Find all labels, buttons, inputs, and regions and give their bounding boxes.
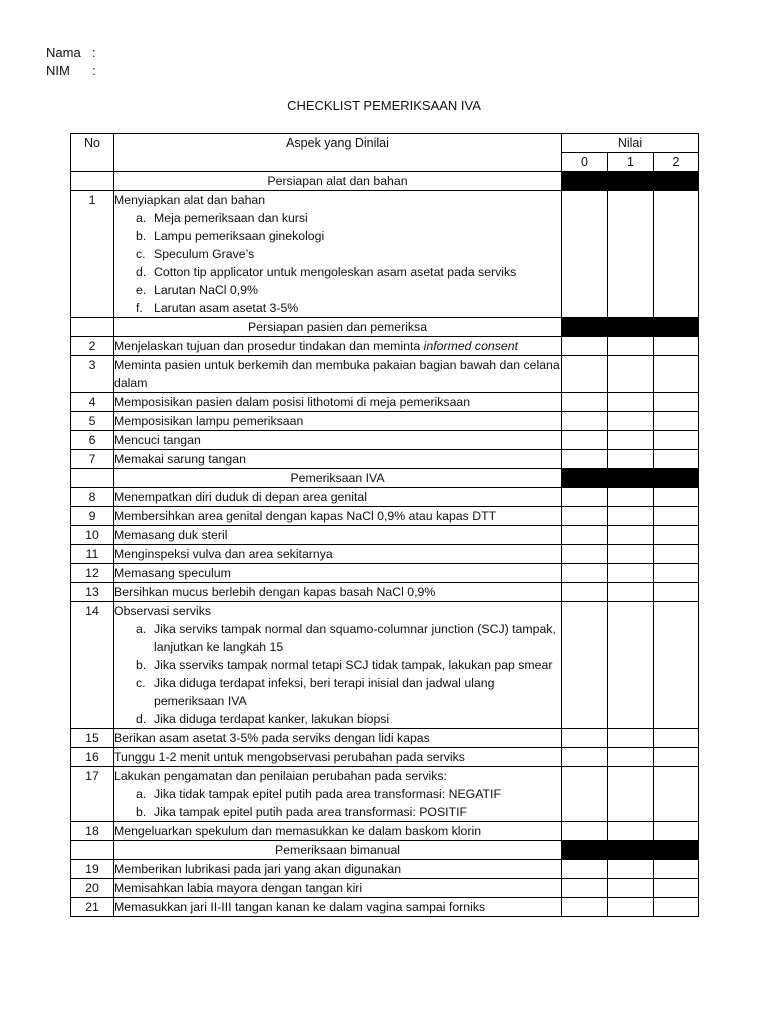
- item-number: 21: [71, 898, 114, 917]
- item-text: Observasi serviks: [114, 604, 212, 618]
- section-header-row: [71, 318, 699, 337]
- table-row: [71, 488, 699, 507]
- sub-item-marker: f.: [136, 301, 143, 315]
- score-cell-2[interactable]: [654, 526, 699, 545]
- sub-item: [114, 656, 561, 674]
- score-cell-0[interactable]: [562, 860, 608, 879]
- sub-item-text: Speculum Grave’s: [154, 247, 255, 261]
- score-cell-0[interactable]: [562, 412, 608, 431]
- item-number: 12: [71, 564, 114, 583]
- score-cell-1[interactable]: [608, 393, 654, 412]
- page-title: CHECKLIST PEMERIKSAAN IVA: [287, 98, 481, 113]
- score-cell-2[interactable]: [654, 822, 699, 841]
- sub-item-marker: b.: [136, 805, 147, 819]
- item-text: Memberikan lubrikasi pada jari yang akan digunakan: [114, 862, 402, 876]
- sub-item: [114, 785, 561, 803]
- section-shaded-cell: [562, 318, 608, 337]
- column-header-score-1: 1: [608, 153, 654, 172]
- score-cell-1[interactable]: [608, 412, 654, 431]
- item-text: Memposisikan lampu pemeriksaan: [114, 414, 304, 428]
- item-text: Lakukan pengamatan dan penilaian perubahan pada serviks:: [114, 769, 447, 783]
- table-row: [71, 337, 699, 356]
- section-title: Pemeriksaan bimanual: [114, 841, 562, 860]
- score-cell-2[interactable]: [654, 879, 699, 898]
- item-number: 4: [71, 393, 114, 412]
- score-cell-1[interactable]: [608, 526, 654, 545]
- score-cell-2[interactable]: [654, 393, 699, 412]
- section-title: Persiapan pasien dan pemeriksa: [114, 318, 562, 337]
- score-cell-2[interactable]: [654, 488, 699, 507]
- item-number: 10: [71, 526, 114, 545]
- section-shaded-cell: [608, 172, 654, 191]
- score-cell-0[interactable]: [562, 488, 608, 507]
- score-cell-0[interactable]: [562, 191, 608, 318]
- item-text: Memposisikan pasien dalam posisi lithotomi di meja pemeriksaan: [114, 395, 471, 409]
- score-cell-0[interactable]: [562, 822, 608, 841]
- sub-item-text: Larutan NaCl 0,9%: [154, 283, 258, 297]
- section-header-row: [71, 172, 699, 191]
- item-number: 17: [71, 767, 114, 822]
- score-cell-2[interactable]: [654, 748, 699, 767]
- item-description: [114, 337, 562, 356]
- table-row: [71, 191, 699, 318]
- sub-item-marker: a.: [136, 622, 147, 636]
- score-cell-2[interactable]: [654, 545, 699, 564]
- item-number: 13: [71, 583, 114, 602]
- table-row: [71, 729, 699, 748]
- sub-item-text: Larutan asam asetat 3-5%: [154, 301, 299, 315]
- sub-item: [114, 803, 561, 821]
- score-cell-1[interactable]: [608, 356, 654, 393]
- sub-item-text: Jika sserviks tampak normal tetapi SCJ tidak tampak, lakukan pap smear: [154, 658, 553, 672]
- sub-item-marker: d.: [136, 712, 147, 726]
- item-text: Tunggu 1-2 menit untuk mengobservasi perubahan pada serviks: [114, 750, 465, 764]
- item-text: Mencuci tangan: [114, 433, 201, 447]
- item-description: [114, 450, 562, 469]
- item-text: Memakai sarung tangan: [114, 452, 246, 466]
- table-row: [71, 545, 699, 564]
- score-cell-1[interactable]: [608, 767, 654, 822]
- score-cell-0[interactable]: [562, 337, 608, 356]
- table-row: [71, 526, 699, 545]
- score-cell-2[interactable]: [654, 898, 699, 917]
- sub-item-text: Jika diduga terdapat kanker, lakukan biopsi: [154, 712, 390, 726]
- item-description: [114, 879, 562, 898]
- item-text: Menginspeksi vulva dan area sekitarnya: [114, 547, 333, 561]
- item-description: [114, 356, 562, 393]
- section-shaded-cell: [562, 469, 608, 488]
- sub-item: [114, 674, 561, 710]
- section-header-row: [71, 469, 699, 488]
- sub-item-marker: b.: [136, 658, 147, 672]
- score-cell-0[interactable]: [562, 748, 608, 767]
- score-cell-2[interactable]: [654, 337, 699, 356]
- sub-item: [114, 281, 561, 299]
- item-number: 1: [71, 191, 114, 318]
- score-cell-0[interactable]: [562, 507, 608, 526]
- section-shaded-cell: [654, 469, 699, 488]
- score-cell-1[interactable]: [608, 450, 654, 469]
- score-cell-0[interactable]: [562, 393, 608, 412]
- item-text: Berikan asam asetat 3-5% pada serviks dengan lidi kapas: [114, 731, 430, 745]
- column-header-score-0: 0: [562, 153, 608, 172]
- score-cell-0[interactable]: [562, 431, 608, 450]
- sub-item-text: Jika serviks tampak normal dan squamo-columnar junction (SCJ) tampak, lanjutkan ke langkah 15: [154, 622, 556, 654]
- section-shaded-cell: [562, 841, 608, 860]
- nim-colon: :: [92, 63, 96, 78]
- score-cell-2[interactable]: [654, 356, 699, 393]
- score-cell-1[interactable]: [608, 545, 654, 564]
- score-cell-0[interactable]: [562, 602, 608, 729]
- sub-item: [114, 263, 561, 281]
- item-description: [114, 602, 562, 729]
- sub-item-text: Jika tidak tampak epitel putih pada area transformasi: NEGATIF: [154, 787, 501, 801]
- item-description: [114, 564, 562, 583]
- section-shaded-cell: [608, 841, 654, 860]
- sub-item-marker: a.: [136, 211, 147, 225]
- checklist-table: [70, 133, 699, 917]
- sub-item: [114, 209, 561, 227]
- sub-item-marker: a.: [136, 787, 147, 801]
- item-number: 11: [71, 545, 114, 564]
- item-description: [114, 729, 562, 748]
- table-row: [71, 879, 699, 898]
- item-description: [114, 526, 562, 545]
- score-cell-2[interactable]: [654, 507, 699, 526]
- score-cell-1[interactable]: [608, 337, 654, 356]
- item-description: [114, 507, 562, 526]
- item-description: [114, 393, 562, 412]
- table-row: [71, 822, 699, 841]
- item-number: 3: [71, 356, 114, 393]
- score-cell-2[interactable]: [654, 860, 699, 879]
- table-row: [71, 412, 699, 431]
- table-row: [71, 898, 699, 917]
- table-row: [71, 748, 699, 767]
- sub-item: [114, 227, 561, 245]
- sub-item-list: [114, 785, 561, 821]
- sub-item: [114, 299, 561, 317]
- sub-item: [114, 245, 561, 263]
- score-cell-1[interactable]: [608, 583, 654, 602]
- item-number: 7: [71, 450, 114, 469]
- item-description: [114, 488, 562, 507]
- section-no-cell: [71, 469, 114, 488]
- sub-item-marker: b.: [136, 229, 147, 243]
- nama-field[interactable]: [46, 44, 96, 62]
- section-shaded-cell: [608, 469, 654, 488]
- item-number: 8: [71, 488, 114, 507]
- section-title: Pemeriksaan IVA: [114, 469, 562, 488]
- column-header-nilai: Nilai: [562, 134, 699, 153]
- table-row: [71, 431, 699, 450]
- score-cell-2[interactable]: [654, 583, 699, 602]
- item-text: Memisahkan labia mayora dengan tangan kiri: [114, 881, 363, 895]
- item-number: 6: [71, 431, 114, 450]
- item-description: [114, 748, 562, 767]
- score-cell-2[interactable]: [654, 602, 699, 729]
- score-cell-1[interactable]: [608, 431, 654, 450]
- sub-item-text: Jika diduga terdapat infeksi, beri terapi inisial dan jadwal ulang pemeriksaan IVA: [154, 676, 495, 708]
- table-row: [71, 767, 699, 822]
- item-text: Bersihkan mucus berlebih dengan kapas basah NaCl 0,9%: [114, 585, 436, 599]
- score-cell-1[interactable]: [608, 507, 654, 526]
- score-cell-2[interactable]: [654, 450, 699, 469]
- section-no-cell: [71, 172, 114, 191]
- score-cell-1[interactable]: [608, 822, 654, 841]
- table-row: [71, 602, 699, 729]
- score-cell-2[interactable]: [654, 729, 699, 748]
- sub-item-text: Cotton tip applicator untuk mengoleskan asam asetat pada serviks: [154, 265, 517, 279]
- item-description: [114, 191, 562, 318]
- sub-item-text: Meja pemeriksaan dan kursi: [154, 211, 308, 225]
- sub-item-marker: e.: [136, 283, 147, 297]
- sub-item: [114, 710, 561, 728]
- score-cell-1[interactable]: [608, 564, 654, 583]
- item-text-italic: informed consent: [423, 339, 519, 353]
- item-number: 19: [71, 860, 114, 879]
- score-cell-0[interactable]: [562, 526, 608, 545]
- score-cell-0[interactable]: [562, 767, 608, 822]
- item-number: 15: [71, 729, 114, 748]
- score-cell-0[interactable]: [562, 356, 608, 393]
- table-row: [71, 393, 699, 412]
- score-cell-2[interactable]: [654, 191, 699, 318]
- item-description: [114, 545, 562, 564]
- score-cell-1[interactable]: [608, 729, 654, 748]
- item-description: [114, 583, 562, 602]
- checklist-body: [71, 172, 699, 917]
- section-no-cell: [71, 318, 114, 337]
- item-description: [114, 767, 562, 822]
- score-cell-1[interactable]: [608, 879, 654, 898]
- item-number: 14: [71, 602, 114, 729]
- sub-item-marker: d.: [136, 265, 147, 279]
- score-cell-0[interactable]: [562, 450, 608, 469]
- item-description: [114, 822, 562, 841]
- item-number: 20: [71, 879, 114, 898]
- score-cell-0[interactable]: [562, 729, 608, 748]
- section-shaded-cell: [654, 172, 699, 191]
- score-cell-0[interactable]: [562, 898, 608, 917]
- table-row: [71, 564, 699, 583]
- sub-item-text: Jika tampak epitel putih pada area transformasi: POSITIF: [154, 805, 468, 819]
- item-text: Memasang speculum: [114, 566, 231, 580]
- item-text: Mengeluarkan spekulum dan memasukkan ke dalam baskom klorin: [114, 824, 482, 838]
- score-cell-1[interactable]: [608, 860, 654, 879]
- sub-item-marker: c.: [136, 676, 146, 690]
- nama-label: Nama: [46, 45, 81, 60]
- identity-fields: [46, 44, 96, 80]
- section-title: Persiapan alat dan bahan: [114, 172, 562, 191]
- item-number: 5: [71, 412, 114, 431]
- sub-item: [114, 620, 561, 656]
- section-shaded-cell: [562, 172, 608, 191]
- nim-label: NIM: [46, 63, 70, 78]
- item-number: 9: [71, 507, 114, 526]
- item-text: Meminta pasien untuk berkemih dan membuka pakaian bagian bawah dan celana dalam: [114, 358, 560, 390]
- sub-item-list: [114, 209, 561, 317]
- score-cell-0[interactable]: [562, 564, 608, 583]
- table-row: [71, 450, 699, 469]
- sub-item-text: Lampu pemeriksaan ginekologi: [154, 229, 325, 243]
- column-header-no: No: [71, 134, 114, 172]
- item-description: [114, 898, 562, 917]
- score-cell-1[interactable]: [608, 602, 654, 729]
- table-row: [71, 583, 699, 602]
- item-text: Membersihkan area genital dengan kapas NaCl 0,9% atau kapas DTT: [114, 509, 497, 523]
- column-header-score-2: 2: [654, 153, 699, 172]
- item-number: 2: [71, 337, 114, 356]
- item-description: [114, 860, 562, 879]
- item-description: [114, 412, 562, 431]
- column-header-aspek: Aspek yang Dinilai: [114, 134, 562, 172]
- score-cell-2[interactable]: [654, 431, 699, 450]
- score-cell-2[interactable]: [654, 767, 699, 822]
- score-cell-0[interactable]: [562, 545, 608, 564]
- section-shaded-cell: [608, 318, 654, 337]
- nama-colon: :: [92, 45, 96, 60]
- score-cell-1[interactable]: [608, 191, 654, 318]
- score-cell-2[interactable]: [654, 412, 699, 431]
- item-text: Menjelaskan tujuan dan prosedur tindakan dan meminta: [114, 339, 424, 353]
- score-cell-1[interactable]: [608, 898, 654, 917]
- sub-item-list: [114, 620, 561, 728]
- table-row: [71, 860, 699, 879]
- sub-item-marker: c.: [136, 247, 146, 261]
- item-description: [114, 431, 562, 450]
- score-cell-0[interactable]: [562, 879, 608, 898]
- section-shaded-cell: [654, 841, 699, 860]
- section-header-row: [71, 841, 699, 860]
- nim-field[interactable]: [46, 62, 96, 80]
- item-text: Menempatkan diri duduk di depan area genital: [114, 490, 367, 504]
- score-cell-1[interactable]: [608, 748, 654, 767]
- section-shaded-cell: [654, 318, 699, 337]
- score-cell-1[interactable]: [608, 488, 654, 507]
- score-cell-2[interactable]: [654, 564, 699, 583]
- table-row: [71, 356, 699, 393]
- section-no-cell: [71, 841, 114, 860]
- item-number: 16: [71, 748, 114, 767]
- item-number: 18: [71, 822, 114, 841]
- item-text: Memasang duk steril: [114, 528, 228, 542]
- item-text: Menyiapkan alat dan bahan: [114, 193, 266, 207]
- table-row: [71, 507, 699, 526]
- item-text: Memasukkan jari II-III tangan kanan ke dalam vagina sampai forniks: [114, 900, 486, 914]
- score-cell-0[interactable]: [562, 583, 608, 602]
